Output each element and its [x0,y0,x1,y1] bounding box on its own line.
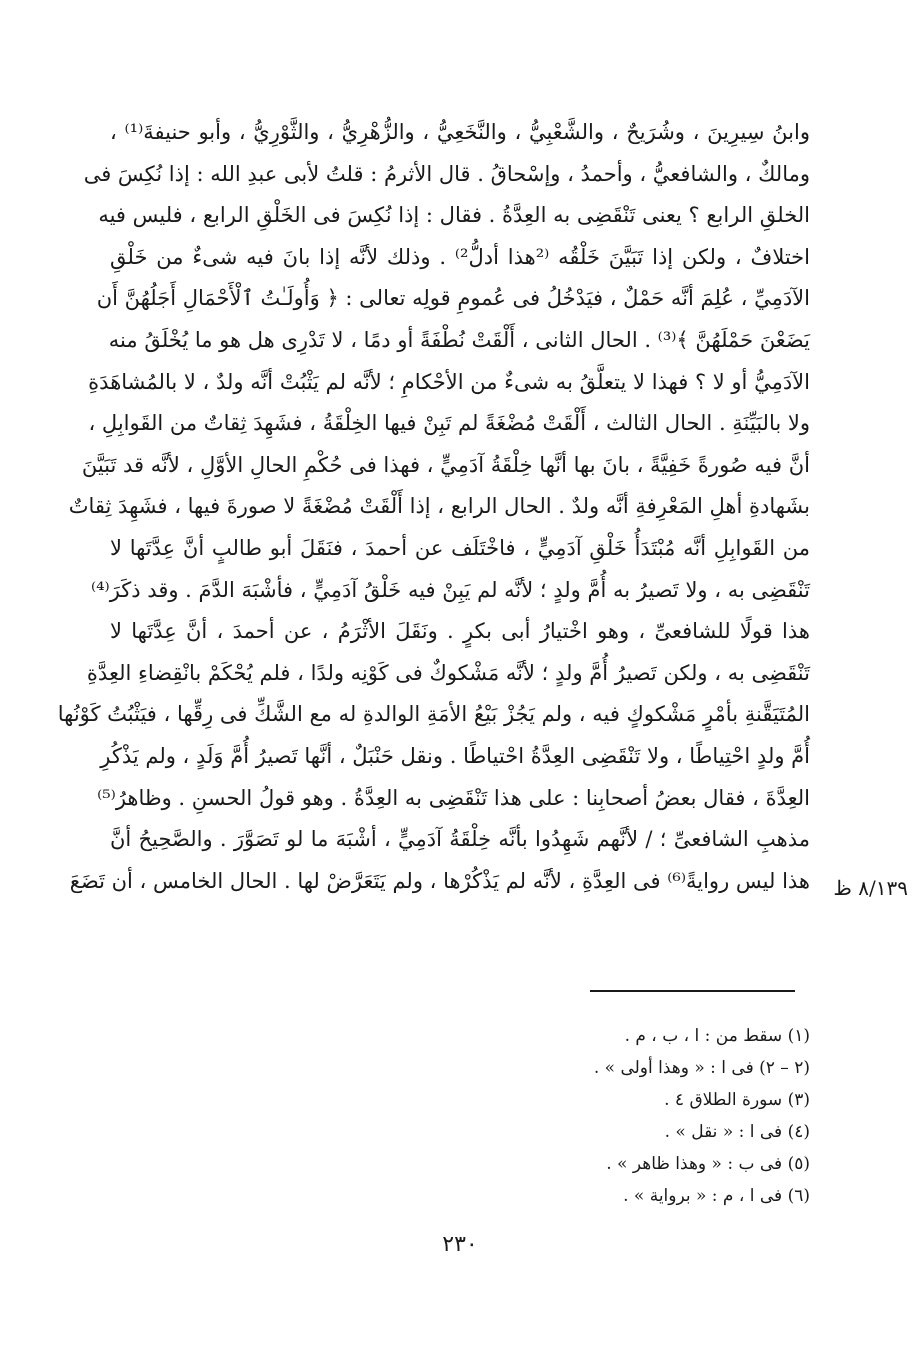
text-line: ومالكٌ ، والشافعيُّ ، وأحمدُ ، وإسْحاقُ . قال الأثرمُ : قلتُ لأبى عبدِ الله : إذا نُكِسَ فى [83,161,810,186]
footnote: (٤) فى ا : « نقل » . [664,1122,810,1142]
page-number: ٢٣٠ [442,1232,478,1257]
footnote: (١) سقط من : ا ، ب ، م . [624,1026,810,1046]
text-line: يَضَعْنَ حَمْلَهُنَّ ﴾⁽³⁾ . الحال الثانى ، أَلْقَتْ نُطْفَةً أو دمًا ، لا تَدْرِى هل هو ما يُخْلَقُ منه [108,327,810,352]
text-line: الآدَمِيُّ أو لا ؟ فهذا لا يتعلَّقُ به شىءٌ من الأحْكامِ ؛ لأنَّه لم يَثْبُتْ أنَّه ولدٌ ، لا بالمُشاهَدَةِ [88,369,810,394]
footnote: (٢ – ٢) فى ا : « وهذا أولى » . [593,1058,810,1078]
footnote: (٥) فى ب : « وهذا ظاهر » . [606,1154,810,1174]
footnotes-block [450,1020,810,1212]
footnote-divider [590,990,795,992]
text-line: العِدَّةَ ، فقال بعضُ أصحابِنا : على هذا تَنْقَضِى به العِدَّةُ . وهو قولُ الحسنِ . وظاهرُ⁽⁵⁾ [97,785,810,810]
text-line: مذهبِ الشافعىِّ ؛ / لأنَّهم شَهِدُوا بأنَّه خِلْقَةُ آدَمِيٍّ ، أشْبَهَ ما لو تَصَوَّرَ . والصَّحِيحُ أنَّ [110,827,810,852]
text-line: ولا بالبَيِّنَةِ . الحال الثالث ، أَلْقَتْ مُضْغَةً لم تَبِنْ فيها الخِلْقَةُ ، فشَهِدَ ثِقاتٌ من القَوابِلِ ، [88,411,810,436]
text-line: أُمَّ ولدٍ احْتِياطًا ، ولا تَنْقَضِى العِدَّةُ احْتياطًا . ونقل حَنْبَلٌ ، أنَّها تَصيرُ أُمَّ وَلَدٍ ، ولم يَذْكُرِ [100,743,810,768]
text-line: تَنْقَضِى به ، ولا تَصيرُ به أُمَّ ولدٍ ؛ لأنَّه لم يَبِنْ فيه خَلْقُ آدَمِيٍّ ، فأشْبَهَ الدَّمَ . وقد ذكَرَ⁽⁴⁾ [90,577,810,602]
footnote: (٦) فى ا ، م : « برواية » . [623,1186,810,1206]
text-line: اختلافٌ ، ولكن إذا تَبَيَّنَ خَلْقُه ⁽²هذا أدلُّ²⁾ . وذلك لأنَّه إذا بانَ فيه شىءٌ من خَلْقِ [110,244,810,269]
text-line: أنَّ فيه صُورةً خَفِيَّةً ، بانَ بها أنَّها خِلْقَةُ آدَمِيٍّ ، فهذا فى حُكْمِ الحالِ الأوَّلِ ، لأنَّه قد تَبَيَّنَ [81,452,810,477]
text-line: تَنْقَضِى به ، ولكن تَصيرُ أُمَّ ولدٍ ؛ لأنَّه مَشْكوكٌ فى كَوْنِه ولدًا ، فلم يُحْكَمْ بانْقِضاءِ العِدَّةِ [86,660,810,685]
text-line: المُتَيَقَّنةِ بأمْرٍ مَشْكوكٍ فيه ، ولم يَجُزْ بَيْعُ الأمَةِ الوالدةِ له مع الشَّكِّ فى رِقِّها ، فيَثْبُتُ كَوْنُها [57,702,810,727]
main-text-block [57,112,810,902]
text-line: هذا قولًا للشافعىِّ ، وهو اخْتيارُ أبى بكرٍ . ونَقَلَ الأثْرَمُ ، عن أحمدَ ، أنَّ عِدَّتَها لا [110,619,810,644]
text-line: بشَهادةِ أهلِ المَعْرِفةِ أنَّه ولدٌ . الحال الرابع ، إذا أَلْقَتْ مُضْغَةً لا صورةَ فيها ، فشَهِدَ ثِقاتٌ [68,494,810,519]
text-line: من القَوابِلِ أنَّه مُبْتَدَأُ خَلْقِ آدَمِيٍّ ، فاخْتَلَف عن أحمدَ ، فنَقَلَ أبو طالبٍ أنَّ عِدَّتَها لا [110,535,810,560]
footnote: (٣) سورة الطلاق ٤ . [664,1090,810,1110]
text-line: وابنُ سِيرِينَ ، وشُرَيحٌ ، والشَّعْبِيُّ ، والنَّخَعِيُّ ، والزُّهْرِيُّ ، والثَّوْرِيُّ ، وأبو حنيفةَ⁽¹⁾ ، [110,120,810,144]
text-line: هذا ليس روايةً⁽⁶⁾ فى العِدَّةِ ، لأنَّه لم يَذْكُرْها ، ولم يَتَعَرَّضْ لها . الحال الخامس ، أن تَضَعَ [69,868,810,893]
text-line: الخلقِ الرابع ؟ يعنى تَنْقَضِى به العِدَّةُ . فقال : إذا نُكِسَ فى الخَلْقِ الرابع ، فليس فيه [98,203,810,228]
manuscript-folio-marker: ٨/١٣٩ ظ [833,876,908,900]
text-line: الآدَمِيِّ ، عُلِمَ أنَّه حَمْلٌ ، فيَدْخُلُ فى عُمومِ قولِه تعالى : ﴿ وَأُولَـٰتُ ٱلْأَحْمَالِ أَجَلُهُنَّ أَن [96,286,810,311]
